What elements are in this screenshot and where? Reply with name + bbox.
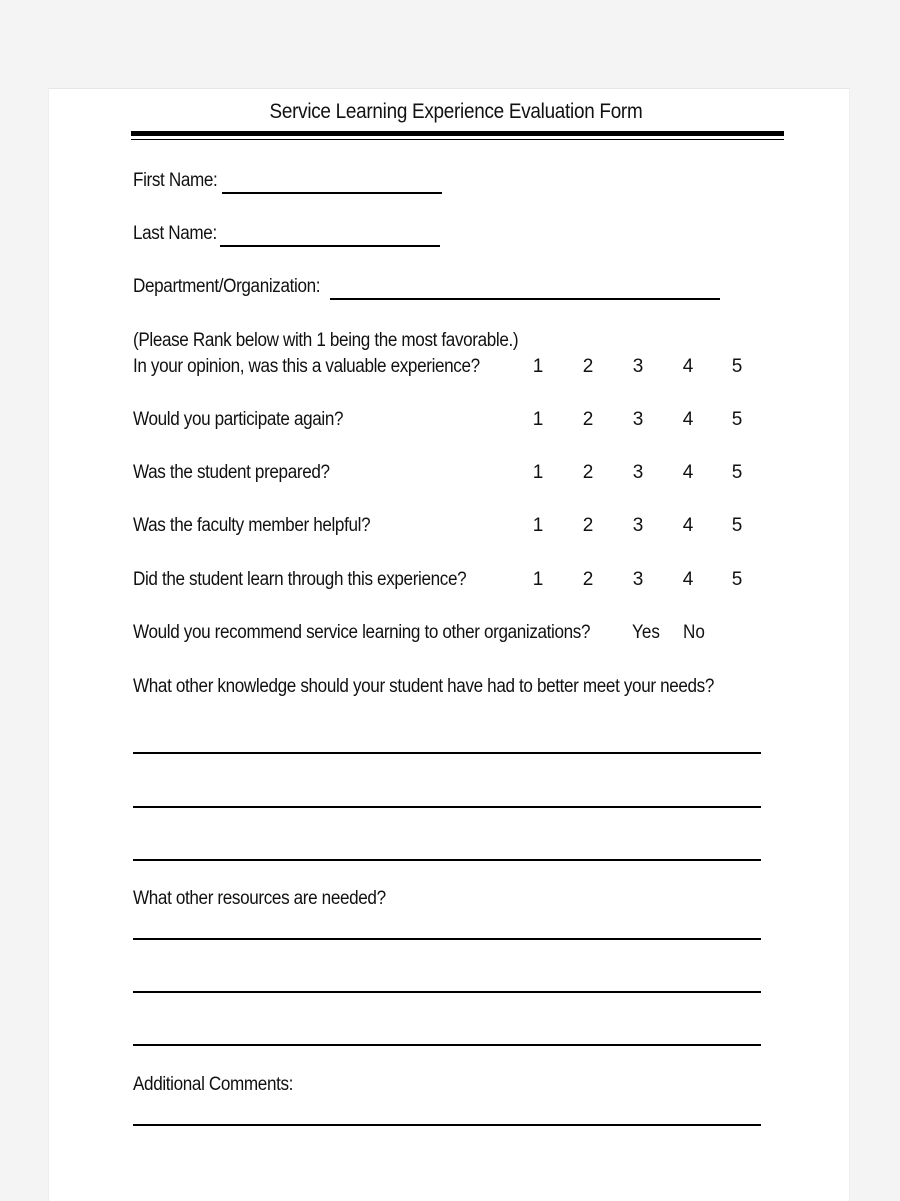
rating-option[interactable]: 1: [532, 462, 544, 483]
rating-option[interactable]: 5: [731, 356, 743, 377]
answer-line[interactable]: [133, 991, 761, 993]
answer-line[interactable]: [133, 806, 761, 808]
form-title: Service Learning Experience Evaluation Form: [269, 100, 643, 123]
question-participate-again: Would you participate again?: [133, 409, 344, 430]
rating-option[interactable]: 1: [532, 569, 544, 590]
rating-option[interactable]: 3: [632, 356, 644, 377]
rating-option[interactable]: 5: [731, 515, 743, 536]
rating-option[interactable]: 5: [731, 462, 743, 483]
recommend-yes-option[interactable]: Yes: [632, 622, 660, 643]
rating-option[interactable]: 2: [582, 569, 594, 590]
question-recommend: Would you recommend service learning to other organizations?: [133, 622, 591, 643]
rating-option[interactable]: 3: [632, 515, 644, 536]
question-other-knowledge: What other knowledge should your student have had to better meet your needs?: [133, 676, 715, 697]
rating-option[interactable]: 2: [582, 515, 594, 536]
first-name-label: First Name:: [133, 170, 218, 191]
rating-option[interactable]: 2: [582, 462, 594, 483]
answer-line[interactable]: [133, 752, 761, 754]
rating-option[interactable]: 3: [632, 409, 644, 430]
answer-line[interactable]: [133, 859, 761, 861]
rating-option[interactable]: 4: [682, 515, 694, 536]
last-name-label: Last Name:: [133, 223, 217, 244]
rating-option[interactable]: 4: [682, 356, 694, 377]
document-page: [48, 88, 850, 1201]
answer-line[interactable]: [133, 1044, 761, 1046]
question-valuable: In your opinion, was this a valuable experience?: [133, 356, 480, 377]
rating-option[interactable]: 4: [682, 569, 694, 590]
rating-option[interactable]: 3: [632, 569, 644, 590]
title-rule-thin: [131, 139, 784, 140]
question-other-resources: What other resources are needed?: [133, 888, 386, 909]
question-faculty-helpful: Was the faculty member helpful?: [133, 515, 371, 536]
rating-option[interactable]: 2: [582, 409, 594, 430]
rating-option[interactable]: 1: [532, 409, 544, 430]
rating-option[interactable]: 5: [731, 569, 743, 590]
rating-option[interactable]: 3: [632, 462, 644, 483]
rating-option[interactable]: 4: [682, 462, 694, 483]
rating-option[interactable]: 4: [682, 409, 694, 430]
title-rule-thick: [131, 131, 784, 136]
rating-option[interactable]: 2: [582, 356, 594, 377]
rating-option[interactable]: 1: [532, 515, 544, 536]
ranking-instructions: (Please Rank below with 1 being the most favorable.): [133, 330, 519, 351]
rating-option[interactable]: 1: [532, 356, 544, 377]
first-name-blank[interactable]: [222, 192, 442, 194]
department-blank[interactable]: [330, 298, 720, 300]
rating-option[interactable]: 5: [731, 409, 743, 430]
recommend-no-option[interactable]: No: [683, 622, 705, 643]
additional-comments-label: Additional Comments:: [133, 1074, 294, 1095]
question-student-learned: Did the student learn through this experience?: [133, 569, 467, 590]
department-label: Department/Organization:: [133, 276, 321, 297]
answer-line[interactable]: [133, 938, 761, 940]
last-name-blank[interactable]: [220, 245, 440, 247]
answer-line[interactable]: [133, 1124, 761, 1126]
question-student-prepared: Was the student prepared?: [133, 462, 330, 483]
